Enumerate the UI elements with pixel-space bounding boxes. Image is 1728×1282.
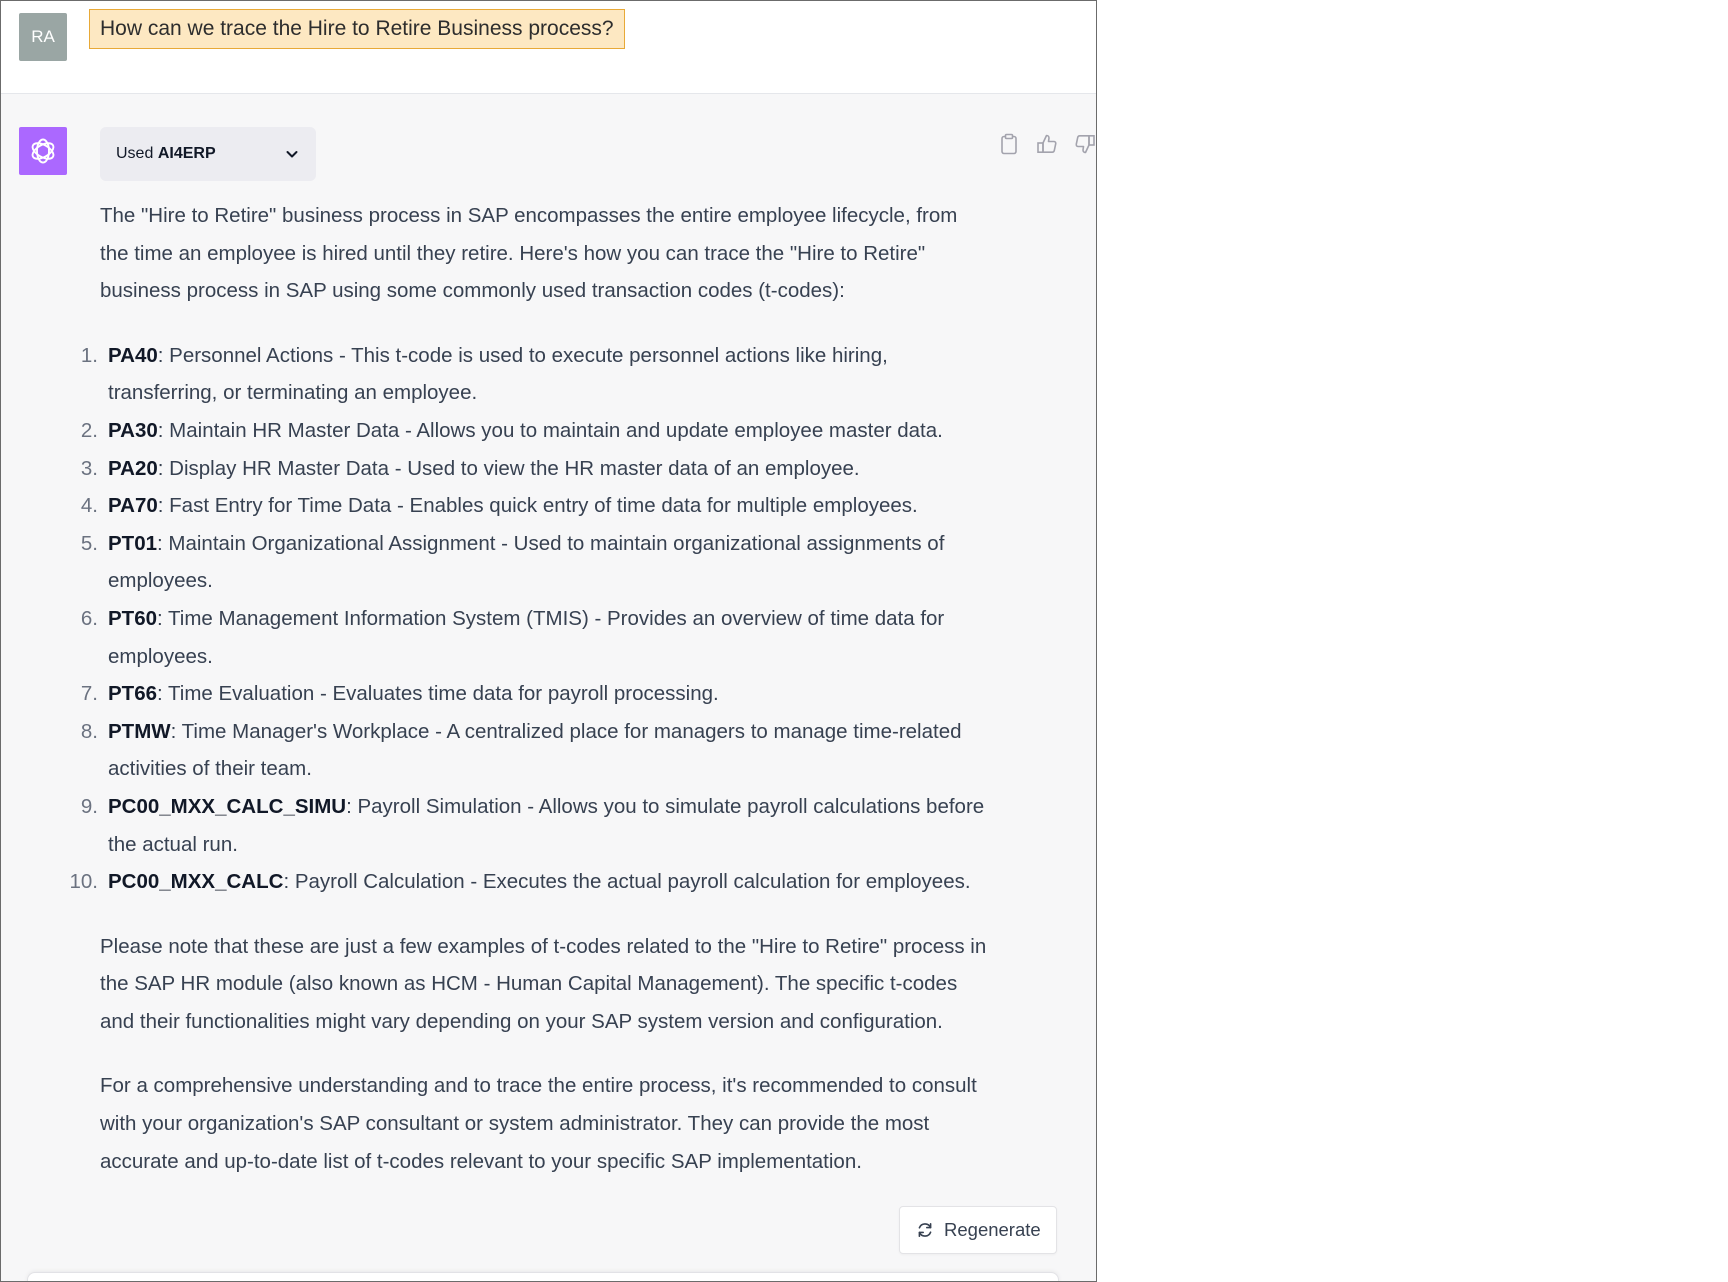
assistant-message-row	[1, 94, 1096, 1282]
list-item-number: 10.	[69, 870, 98, 894]
regenerate-label: Regenerate	[944, 1219, 1041, 1240]
tcode-description: : Payroll Calculation - Executes the actual payroll calculation for employees.	[283, 870, 971, 894]
tcode: PTMW	[108, 719, 171, 743]
tcode: PA70	[108, 494, 158, 518]
list-item	[80, 525, 990, 600]
user-avatar-initials: RA	[31, 27, 55, 46]
list-item-number: 7.	[80, 682, 98, 706]
plugin-used-prefix: Used	[116, 145, 154, 162]
tcode: PA40	[108, 343, 158, 367]
tcode-description: : Payroll Simulation - Allows you to simulate payroll calculations before the actual run.	[108, 794, 985, 856]
list-item-number: 1.	[80, 343, 98, 367]
list-item-number: 2.	[80, 418, 98, 442]
list-item-number: 3.	[80, 456, 98, 480]
openai-logo-icon	[28, 136, 58, 166]
plugin-name: AI4ERP	[157, 145, 216, 162]
intro-paragraph: The "Hire to Retire" business process in SAP encompasses the entire employee lifecycle, from the time an employee is hired until they retire. Here's how you can trace the "Hire to Retire" business process in SAP using some commonly used transaction codes (t-codes):	[100, 204, 958, 303]
list-item-number: 4.	[80, 494, 98, 518]
refresh-icon	[916, 1221, 934, 1239]
tcode-description: : Personnel Actions - This t-code is used to execute personnel actions like hiring, transferring, or terminating an employee.	[108, 343, 888, 405]
user-message-row	[1, 1, 1096, 94]
regenerate-button[interactable]	[899, 1206, 1057, 1254]
list-item-number: 5.	[80, 531, 98, 555]
list-item	[80, 450, 990, 488]
tcode: PT66	[108, 682, 157, 706]
thumbs-down-icon	[1074, 133, 1096, 155]
closing-paragraph: For a comprehensive understanding and to trace the entire process, it's recommended to consult with your organization's SAP consultant or system administrator. They can provide the most accurate and up-to-date list of t-codes relevant to your specific SAP implementation.	[100, 1074, 977, 1173]
chat-input-box[interactable]	[27, 1272, 1059, 1282]
list-item-number: 6.	[80, 606, 98, 630]
note-paragraph: Please note that these are just a few examples of t-codes related to the "Hire to Retire" process in the SAP HR module (also known as HCM - Human Capital Management). The specific t-codes and their functionalities might vary depending on your SAP system version and configuration.	[100, 934, 987, 1033]
tcode-list	[69, 337, 990, 901]
tcode: PA30	[108, 418, 158, 442]
tcode: PC00_MXX_CALC_SIMU	[108, 794, 347, 818]
tcode-description: : Time Management Information System (TMIS) - Provides an overview of time data for employees.	[108, 606, 945, 668]
chevron-down-icon	[284, 146, 300, 162]
clipboard-icon	[999, 133, 1019, 155]
message-actions	[997, 132, 1097, 156]
thumbs-down-button[interactable]	[1073, 132, 1097, 156]
tcode-description: : Maintain Organizational Assignment - Used to maintain organizational assignments of employees.	[108, 531, 945, 593]
plugin-used-label	[116, 145, 216, 163]
user-avatar	[19, 13, 67, 61]
plugin-used-toggle[interactable]	[100, 127, 316, 181]
thumbs-up-icon	[1036, 133, 1058, 155]
list-item	[80, 487, 990, 525]
thumbs-up-button[interactable]	[1035, 132, 1059, 156]
tcode-description: : Display HR Master Data - Used to view the HR master data of an employee.	[157, 456, 860, 480]
assistant-message-content	[69, 197, 990, 1180]
tcode: PT60	[108, 606, 157, 630]
tcode-description: : Maintain HR Master Data - Allows you to maintain and update employee master data.	[157, 418, 943, 442]
list-item	[80, 600, 990, 675]
list-item-number: 9.	[80, 794, 98, 818]
tcode-description: : Time Manager's Workplace - A centralized place for managers to manage time-related activities of their team.	[108, 719, 962, 781]
list-item	[80, 337, 990, 412]
tcode-description: : Time Evaluation - Evaluates time data for payroll processing.	[157, 682, 719, 706]
list-item	[80, 713, 990, 788]
list-item	[80, 675, 990, 713]
assistant-avatar	[19, 127, 67, 175]
list-item	[80, 412, 990, 450]
user-message-text[interactable]: How can we trace the Hire to Retire Business process?	[89, 9, 625, 49]
tcode: PC00_MXX_CALC	[108, 870, 284, 894]
list-item	[69, 863, 990, 901]
tcode: PA20	[108, 456, 158, 480]
list-item	[80, 788, 990, 863]
tcode: PT01	[108, 531, 157, 555]
tcode-description: : Fast Entry for Time Data - Enables quick entry of time data for multiple employees.	[157, 494, 918, 518]
copy-button[interactable]	[997, 132, 1021, 156]
list-item-number: 8.	[80, 719, 98, 743]
